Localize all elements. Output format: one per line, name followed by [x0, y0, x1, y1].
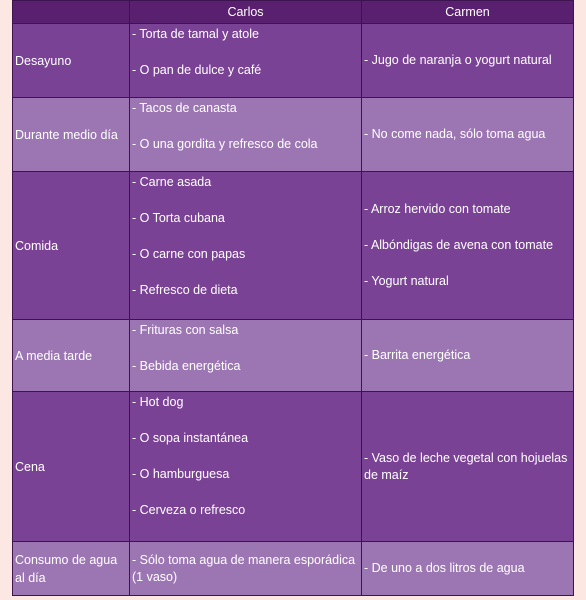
- carlos-item: - Torta de tamal y atole: [132, 26, 259, 41]
- carmen-cell: [362, 392, 574, 542]
- carlos-cell: [130, 98, 362, 172]
- carlos-item: - O hamburguesa: [132, 466, 230, 481]
- carmen-items: [364, 394, 571, 540]
- carlos-cell: [130, 24, 362, 98]
- meal-label: Desayuno: [13, 24, 130, 98]
- carlos-cell: [130, 392, 362, 542]
- carmen-item: - Albóndigas de avena con tomate: [364, 238, 554, 252]
- carmen-items: [364, 100, 571, 170]
- meal-label: Consumo de agua al día: [13, 542, 130, 596]
- carmen-item: - Yogurt natural: [364, 274, 449, 288]
- header-row: [13, 1, 574, 24]
- carlos-item: - O carne con papas: [132, 246, 246, 261]
- carmen-item: - No come nada, sólo toma agua: [364, 127, 546, 141]
- table-row: [13, 24, 574, 98]
- carmen-item: - Vaso de leche vegetal con hojuelas de maíz: [364, 450, 568, 482]
- carlos-item: - Tacos de canasta: [132, 100, 237, 115]
- header-empty: [13, 1, 130, 24]
- carlos-item: - Carne asada: [132, 174, 212, 189]
- carmen-item: - Arroz hervido con tomate: [364, 202, 511, 216]
- carmen-items: [364, 322, 571, 390]
- table-row: [13, 542, 574, 596]
- carlos-items: [132, 394, 359, 540]
- table-row: [13, 172, 574, 320]
- carlos-item: - Cerveza o refresco: [132, 502, 246, 517]
- carlos-item: - O Torta cubana: [132, 210, 225, 225]
- carlos-item: - Hot dog: [132, 394, 184, 409]
- header-carmen: Carmen: [362, 1, 574, 24]
- table: [12, 0, 574, 596]
- carlos-item: - O pan de dulce y café: [132, 62, 262, 77]
- meal-label: Comida: [13, 172, 130, 320]
- carmen-item: - De uno a dos litros de agua: [364, 561, 525, 575]
- carmen-items: [364, 544, 571, 594]
- header-carlos: Carlos: [130, 1, 362, 24]
- carlos-cell: [130, 320, 362, 392]
- carlos-item: - O una gordita y refresco de cola: [132, 136, 318, 151]
- carlos-items: [132, 174, 359, 318]
- carmen-cell: [362, 172, 574, 320]
- carlos-items: [132, 26, 359, 96]
- carmen-cell: [362, 542, 574, 596]
- carmen-item: - Barrita energética: [364, 348, 471, 362]
- table-row: [13, 320, 574, 392]
- carlos-item: - Frituras con salsa: [132, 322, 239, 337]
- carlos-item: - Refresco de dieta: [132, 282, 238, 297]
- meal-label: Cena: [13, 392, 130, 542]
- carlos-items: [132, 544, 359, 594]
- carmen-cell: [362, 320, 574, 392]
- carlos-item: - Sólo toma agua de manera esporádica (1 vaso): [132, 552, 356, 584]
- meal-label: A media tarde: [13, 320, 130, 392]
- carmen-cell: [362, 24, 574, 98]
- carlos-item: - O sopa instantánea: [132, 430, 249, 445]
- carmen-item: - Jugo de naranja o yogurt natural: [364, 53, 552, 67]
- carlos-cell: [130, 542, 362, 596]
- table-row: [13, 98, 574, 172]
- carmen-items: [364, 26, 571, 96]
- carmen-items: [364, 174, 571, 318]
- carmen-cell: [362, 98, 574, 172]
- meal-label: Durante medio día: [13, 98, 130, 172]
- table-row: [13, 392, 574, 542]
- diet-comparison-table: [12, 0, 573, 596]
- carlos-items: [132, 100, 359, 170]
- carlos-cell: [130, 172, 362, 320]
- carlos-items: [132, 322, 359, 390]
- carlos-item: - Bebida energética: [132, 358, 241, 373]
